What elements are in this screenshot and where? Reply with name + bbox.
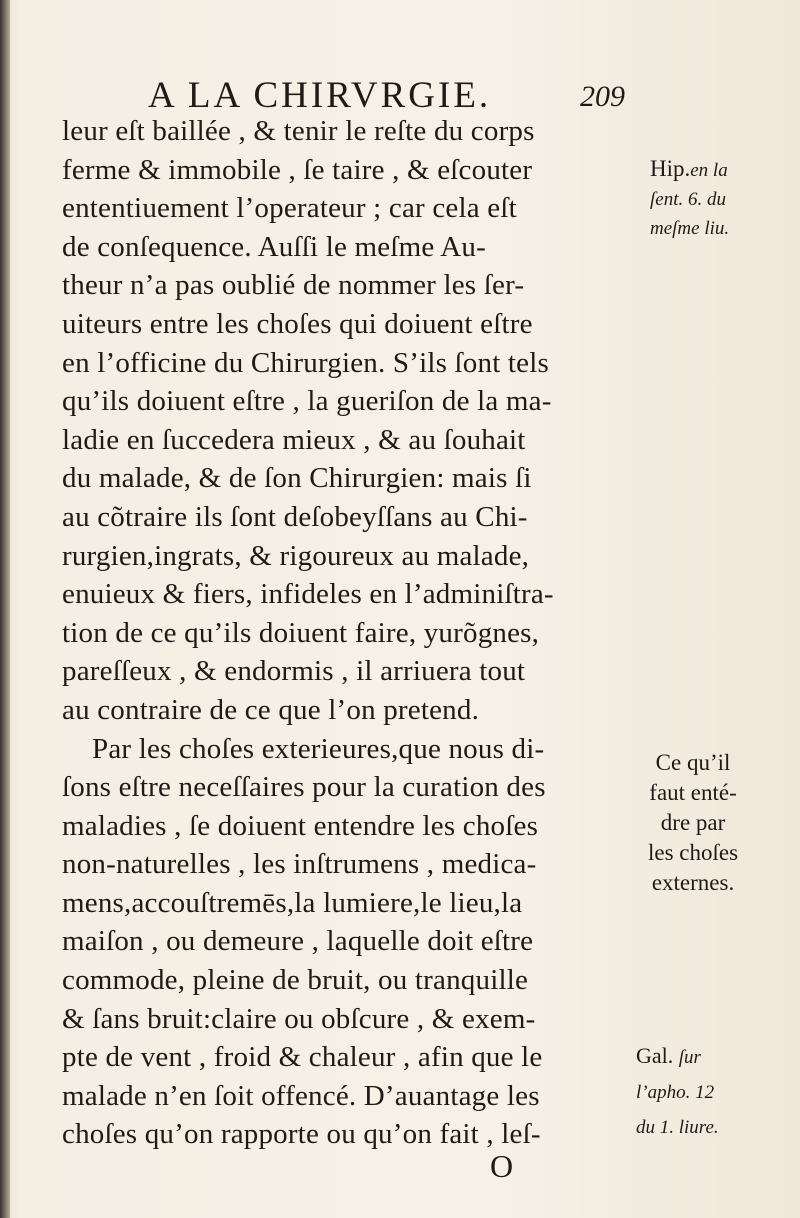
margin-note-text: ſur: [678, 1047, 701, 1068]
text-line: malade n’en ſoit offencé. D’auantage les: [62, 1079, 540, 1112]
text-line: tion de ce qu’ils doiuent faire, yurõgnes,: [62, 616, 540, 649]
margin-note-external-things: [648, 748, 738, 898]
text-line: du malade, & de ſon Chirurgien: mais ſi: [62, 462, 532, 495]
text-line: ententiuement l’operateur ; car cela eſt: [62, 192, 517, 225]
text-line: ladie en ſuccedera mieux , & au ſouhait: [62, 423, 526, 456]
margin-note-text: les choſes: [648, 840, 739, 865]
page-number: 209: [580, 80, 625, 113]
margin-note-text: l’apho. 12: [636, 1082, 715, 1103]
text-line: commode, pleine de bruit, ou tranquille: [62, 964, 529, 997]
text-line: choſes qu’on rapporte ou qu’on fait , leſ-: [62, 1118, 541, 1151]
text-line: au contraire de ce que l’on pretend.: [62, 693, 480, 726]
text-line: ferme & immobile , ſe taire , & eſcouter: [62, 153, 533, 186]
margin-note-text: du 1. liure.: [636, 1117, 719, 1138]
paragraph-start-line: Par les choſes exterieures,que nous di-: [92, 732, 545, 765]
margin-note-text: en la: [690, 160, 728, 181]
body-text: [62, 112, 652, 1154]
page-edge-shadow: [0, 0, 10, 1218]
margin-note-text: faut enté-: [649, 780, 737, 805]
text-line: enuieux & fiers, infideles en l’adminiſtra-: [62, 578, 554, 611]
text-line: uiteurs entre les choſes qui doiuent eſtre: [62, 307, 533, 340]
margin-note-text: Ce qu’il: [655, 750, 731, 775]
margin-note-galen: [636, 1038, 719, 1145]
text-line: qu’ils doiuent eſtre , la gueriſon de la ma-: [62, 385, 552, 418]
margin-note-hippocrates: [650, 154, 729, 243]
margin-note-text: ſent. 6. du: [650, 189, 726, 210]
text-line: leur eſt baillée , & tenir le reſte du corps: [62, 115, 535, 147]
text-line: pareſſeux , & endormis , il arriuera tout: [62, 655, 526, 688]
text-line: non-naturelles , les inſtrumens , medica-: [62, 848, 537, 881]
text-line: maladies , ſe doiuent entendre les choſes: [62, 809, 539, 842]
text-line: de conſequence. Auſſi le meſme Au-: [62, 230, 486, 263]
margin-note-text: externes.: [651, 870, 735, 895]
text-line: en l’officine du Chirurgien. S’ils ſont tels: [62, 346, 549, 379]
text-line: mens,accouſtremēs,la lumiere,le lieu,la: [62, 886, 523, 919]
margin-note-text: Hip.: [650, 156, 691, 181]
running-title: A LA CHIRVRGIE.: [148, 75, 492, 116]
text-line: pte de vent , froid & chaleur , afin que le: [62, 1041, 543, 1074]
text-line: rurgien,ingrats, & rigoureux au malade,: [62, 539, 530, 572]
margin-note-text: dre par: [660, 810, 726, 835]
text-line: au cõtraire ils ſont deſobeyſſans au Chi-: [62, 500, 528, 533]
text-line: maiſon , ou demeure , laquelle doit eſtre: [62, 925, 534, 958]
text-line: ſons eſtre neceſſaires pour la curation des: [62, 771, 546, 804]
margin-note-text: meſme liu.: [650, 218, 730, 239]
signature-mark: O: [490, 1148, 514, 1184]
margin-note-text: Gal.: [636, 1043, 674, 1068]
text-line: theur n’a pas oublié de nommer les ſer-: [62, 269, 525, 302]
text-line: & ſans bruit:claire ou obſcure , & exem-: [62, 1002, 536, 1035]
